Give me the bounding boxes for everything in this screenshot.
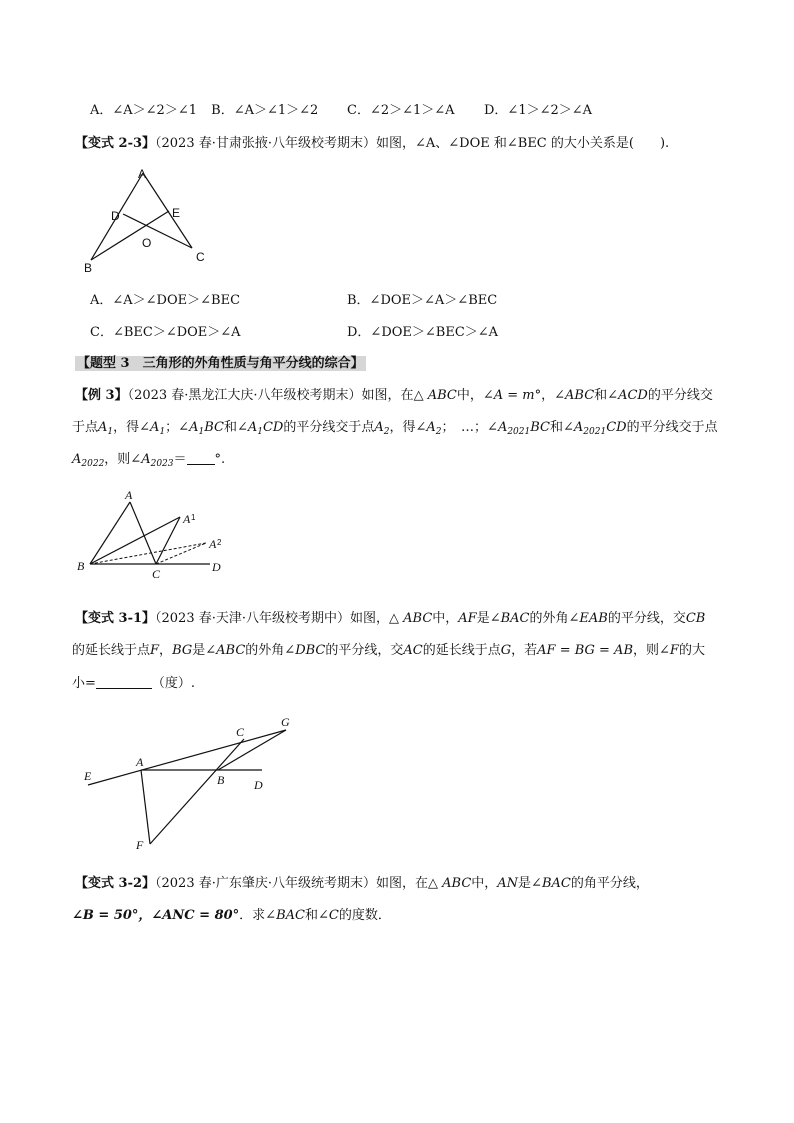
- math: A: [573, 420, 584, 435]
- math: C: [328, 908, 339, 923]
- text: 和∠: [594, 388, 619, 403]
- option-c: C．∠2＞∠1＞∠A: [347, 103, 455, 118]
- label-F: F: [136, 838, 144, 852]
- text: 是∠: [192, 643, 217, 658]
- math: F: [669, 643, 679, 658]
- option-d: D．∠DOE＞∠BEC＞∠A: [347, 325, 499, 340]
- math: A: [189, 420, 199, 435]
- subscript: 2: [383, 427, 390, 437]
- text: 和∠: [549, 420, 574, 435]
- text: 的平分线，交: [607, 611, 686, 626]
- label-G: G: [281, 715, 290, 729]
- question-v3-2-line-1: [75, 875, 649, 893]
- figure-v3-1: [78, 712, 298, 852]
- question-v3-2-line-2: [72, 907, 391, 925]
- math: A: [72, 452, 82, 467]
- example-3-line-1: [75, 387, 713, 405]
- math: BC: [530, 420, 550, 435]
- label-A2-sub: 2: [217, 538, 222, 547]
- math: BG: [172, 643, 193, 658]
- label-C: C: [196, 250, 205, 264]
- text: 的度数．: [338, 908, 391, 923]
- text: 中，∠: [456, 388, 494, 403]
- math: BAC: [276, 908, 305, 923]
- text: 的外角∠: [245, 643, 296, 658]
- question-v3-1-line-1: [75, 610, 705, 628]
- text: 中，: [432, 611, 459, 626]
- option-a: A．∠A＞∠DOE＞∠BEC: [90, 293, 241, 308]
- math: ACD: [618, 388, 648, 403]
- segment-BG: [218, 730, 286, 770]
- example-3-line-3: [72, 451, 225, 473]
- text: ，若: [511, 643, 538, 658]
- section-heading-text: 【题型 3 三角形的外角性质与角平分线的综合】: [77, 356, 364, 371]
- label-A1: A: [183, 512, 191, 526]
- question-tag: 【变式 3-1】: [75, 611, 156, 626]
- question-tag: 【变式 3-2】: [75, 876, 156, 891]
- subscript: 1: [257, 427, 263, 437]
- text: ，: [159, 643, 173, 658]
- text: ； …；∠: [441, 420, 498, 435]
- segment-CA1: [156, 517, 180, 564]
- label-B: B: [77, 559, 85, 573]
- math: AF: [458, 611, 477, 626]
- math: G: [500, 643, 512, 658]
- question-v2-3-stem: [75, 135, 669, 153]
- text: 的外角∠: [529, 611, 580, 626]
- text: ，得∠: [389, 420, 427, 435]
- subscript: 1: [198, 427, 205, 437]
- option-row: [90, 102, 318, 120]
- segment-AF: [141, 770, 150, 844]
- label-O: O: [142, 236, 152, 250]
- text: 的平分线交: [647, 388, 713, 403]
- math: ABC: [565, 388, 595, 403]
- label-B: B: [84, 261, 93, 275]
- subscript: 1: [107, 427, 114, 437]
- section-heading: [75, 355, 366, 373]
- text: （2023 春·黑龙江大庆·八年级校考期末）如图，在: [127, 388, 414, 403]
- text: ，则∠: [633, 643, 670, 658]
- text: ．求∠: [239, 908, 277, 923]
- math: AC: [403, 643, 423, 658]
- math: CD: [606, 420, 627, 435]
- text: （度）.: [151, 676, 196, 691]
- math: EAB: [579, 611, 608, 626]
- subscript: 2021: [507, 427, 531, 437]
- text: ，得∠: [113, 420, 151, 435]
- label-A: A: [136, 755, 144, 769]
- math: BAC: [500, 611, 530, 626]
- math: A: [141, 452, 151, 467]
- text: （2023 春·天津·八年级校考期中）如图，: [155, 611, 389, 626]
- math: A: [497, 420, 508, 435]
- math: A: [426, 420, 436, 435]
- math: DBC: [295, 643, 326, 658]
- subscript: 2022: [81, 459, 105, 469]
- example-3-line-2: [72, 419, 718, 441]
- question-tag: 【例 3】: [75, 388, 128, 403]
- math: A: [98, 420, 108, 435]
- label-A: A: [125, 488, 133, 502]
- math: AN: [497, 876, 519, 891]
- label-A1-sub: 1: [191, 513, 196, 522]
- text: 的平分线交于点: [283, 420, 375, 435]
- math: A: [150, 420, 160, 435]
- text: ，则∠: [104, 452, 142, 467]
- option-b: B．∠DOE＞∠A＞∠BEC: [347, 293, 498, 308]
- label-A2: A: [209, 537, 217, 551]
- subscript: 2: [435, 427, 442, 437]
- label-B: B: [217, 773, 225, 787]
- figure-example-3: [72, 488, 232, 583]
- label-C: C: [236, 725, 245, 739]
- math: CB: [685, 611, 706, 626]
- text: =: [503, 388, 523, 403]
- text: 中，: [471, 876, 498, 891]
- text: 的大: [678, 643, 705, 658]
- math: ∠B = 50°，∠ANC = 80°: [72, 908, 240, 923]
- segment-BA: [90, 502, 130, 564]
- label-A: A: [138, 167, 147, 181]
- subscript: 2023: [150, 459, 174, 469]
- segment-AC: [130, 502, 156, 564]
- question-tag: 【变式 2-3】: [75, 136, 156, 151]
- math: m: [522, 388, 535, 403]
- math: A: [493, 388, 504, 403]
- subscript: 2021: [583, 427, 607, 437]
- math: F: [150, 643, 160, 658]
- text: 的平分线交于点: [626, 420, 718, 435]
- question-v3-1-line-2: [72, 642, 705, 660]
- text: °.: [214, 452, 226, 467]
- text: ＝: [173, 452, 187, 467]
- math: BAC: [541, 876, 571, 891]
- question-text: （2023 春·甘肃张掖·八年级校考期末）如图，∠A、∠DOE 和∠BEC 的大小关系是( ).: [155, 136, 670, 151]
- option-d: D．∠1＞∠2＞∠A: [484, 103, 593, 118]
- text: 的平分线，交: [325, 643, 404, 658]
- math: A: [247, 420, 258, 435]
- subscript: 1: [159, 427, 166, 437]
- segment-CA2: [156, 543, 206, 564]
- text: 和∠: [223, 420, 248, 435]
- math: AF = BG = AB: [537, 643, 633, 658]
- segment-BE: [91, 211, 169, 260]
- answer-blank[interactable]: [187, 452, 215, 465]
- answer-blank[interactable]: [96, 676, 152, 689]
- text: 的延长线于点: [72, 643, 151, 658]
- label-C: C: [152, 567, 161, 581]
- text: ；∠: [165, 420, 190, 435]
- question-v3-1-line-3: [72, 675, 195, 693]
- text: 是∠: [476, 611, 501, 626]
- text: 的角平分线，: [570, 876, 649, 891]
- text: °，∠: [534, 388, 566, 403]
- segment-BA1: [90, 517, 180, 564]
- segment-EG: [88, 730, 286, 785]
- label-D: D: [111, 209, 120, 223]
- figure-v2-3: [80, 162, 230, 277]
- math: A: [374, 420, 384, 435]
- text: 的延长线于点: [422, 643, 501, 658]
- math: CD: [262, 420, 284, 435]
- text: 小=: [72, 676, 96, 691]
- math: △ ABC: [389, 611, 433, 626]
- text: 于点: [72, 420, 99, 435]
- label-E: E: [172, 206, 181, 220]
- math: △ ABC: [413, 388, 457, 403]
- math: BC: [204, 420, 224, 435]
- math: △ ABC: [428, 876, 472, 891]
- label-E: E: [84, 769, 92, 783]
- option-c: C．∠BEC＞∠DOE＞∠A: [90, 325, 241, 340]
- option-b: B．∠A＞∠1＞∠2: [211, 103, 319, 118]
- segment-DC: [123, 214, 192, 248]
- text: （2023 春·广东肇庆·八年级统考期末）如图，在: [155, 876, 428, 891]
- text: 是∠: [518, 876, 542, 891]
- option-a: A．∠A＞∠2＞∠1: [90, 103, 197, 118]
- math: ABC: [216, 643, 246, 658]
- label-D: D: [212, 560, 221, 574]
- text: 和∠: [304, 908, 329, 923]
- label-D: D: [254, 778, 263, 792]
